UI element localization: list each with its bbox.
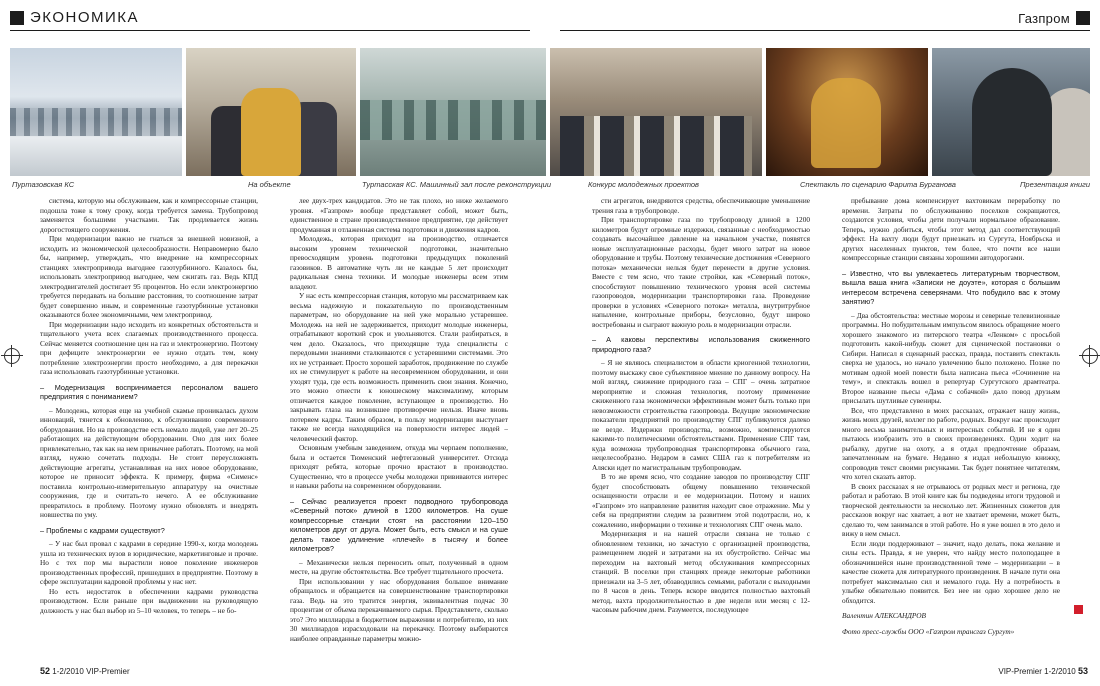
photo-on-site [186, 48, 356, 176]
paragraph: – Я не являюсь специалистом в области криогенной технологии, поэтому выскажу свое субъективное мнение по данному вопросу. На мой взгляд, сжижение природного газа – СПГ – очень затратное мероприятие и сложная технология, поэтому применение сжиженного газа экономически эффективным может быть только при невозможности строительства газопровода. Ведущие экономические показатели предприятий по производству СПГ публикуются далеко не везде. Издержки производства, возможно, компенсируются какими-то политическими обстоятельствами. Применение СПГ там, куда возможна трубопроводная транспортировка обычного газа, нецелесообразно. Недаром в самих США газ к потребителям из Аляски идет по магистральным трубопроводам. [592, 358, 810, 472]
text-column-1 [40, 196, 258, 648]
paragraph: – Два обстоятельства: местные морозы и северные телевизионные программы. Но побудительным импульсом явилось обращение моего хорошего знакомого из питерского театра «Ленком» с просьбой подготовить какой-нибудь сюжет для сценической постановки о Сибири. Написал я сценарный рассказ, правда, поставить спектакль сверха не удалось, но начало увлечению было положено. Позже по мотивам одной моей повести была написана пьеса «Сочинение на тему», и спектакль вошел в репертуар Сургутского драмтеатра. Второе название пьесы «Дама с собачкой» дало повод друзьям присылать шутливые сувениры. [842, 310, 1060, 405]
paragraph: Модернизация и на нашей отрасли связана не только с обновлением техники, но зачастую с организацией производства, размещением людей и затратами на их обустройство. Сейчас мы переходим на вахтовый метод обслуживания компрессорных станций. В поселки при станциях прежде некоторые работники приезжали на 3–5 лет, обзаводились семьями, работали с выходными по 8 часов в день. Теперь вскоре вводится полностью вахтовый метод, вахта продолжительностью в две недели или месяц с 12-часовым рабочим днем. Разумеется, последующее [592, 529, 810, 614]
issue-number: 1-2/2010 [52, 667, 84, 676]
text-column-3 [592, 196, 810, 648]
paragraph: У нас есть компрессорная станция, которую мы рассматриваем как весьма надежную и показательную по производственным параметрам, но оборудование на ней уже морально устаревшее. Молодежь на ней не задерживается, приходит молодые инженеры, отрабатывают короткий срок и увольняются. Стали разбираться, в чем дело. Оказалось, что приходящие туда специалисты с передовыми знаниями сталкиваются с устаревшими системами. Это их не устраивает. Просто хорошей заработок, продвижение по службе их не стимулирует к работе на несовременном оборудовании, и они уходят туда, где есть возможность применить свои знания. Конечно, это можно отнести к юношескому максимализму, которым отличается каждое поколение, вступающее в производство. Но закрывать глаза на возникшее противоречие нельзя. Иначе вновь потеряем кадры. Таким образом, в пользу модернизации выступает также не всегда находящийся на поверхности интерес людей – человеческий фактор. [290, 291, 508, 443]
caption: На объекте [248, 180, 291, 189]
paragraph: В то же время ясно, что создание заводов по производству СПГ будет способствовать общему повышению технической оснащенности отрасли и ее модернизации. Потому и наших «Газпром» это направление развития находит свое отражение. Мы у себя на предприятии следим за развитием этой подотрасли, но, к сожалению, информации о технике и технологиях СПГ очень мало. [592, 472, 810, 529]
magazine-name: VIP-Premier [86, 667, 130, 676]
caption: Спектакль по сценарию Фарита Бурганова [800, 180, 956, 189]
paragraph: Молодежь, которая приходит на производство, отличается высоким уровнем технической подготовки, значительно превосходящим уровень подготовки предыдущих поколений газовиков. В автоматике чуть ли не каждые 5 лет происходит радикальная смена техники. И молодые инженеры всем этим владеют. [290, 234, 508, 291]
paragraph: лее двух-трех кандидатов. Это не так плохо, но ниже желаемого уровня. «Газпром» вообще представляет собой, может быть, единственное в стране производственное предприятие, где действует продуманная и отлаженная система подготовки и движения кадров. [290, 196, 508, 234]
photo-captions [10, 180, 1090, 192]
caption: Презентация книги [1020, 180, 1090, 189]
paragraph: При модернизации важно не гнаться за внешней новизной, а исходить из экономической целесообразности. Неправомерно было бы, например, утверждать, что внедрение на компрессорных станциях электропривода выгоднее газотурбинного. Казалось бы, использовать электропривод выгоднее, чем сжигать газ. Ведь КПД электродвигателей достигает 95 процентов. Но если электроэнергию требуется передавать на большие расстояния, то соотношение затрат будет совершенно иным, и современные газотурбинные установки оказываются более экономичными, чем электропривод. [40, 234, 258, 319]
footer-left [40, 666, 130, 678]
photo-strip [10, 48, 1090, 176]
paragraph: При транспортировке газа по трубопроводу длиной в 1200 километров будут огромные издержки, связанные с необходимостью создавать высочайшее давление на начальном участке, появятся новые эксплуатационные расходы, будет много затрат на новое оборудование и трубы. Поэтому технические достижения «Северного потока» механически нельзя будет перенести в другие условия. Вместе с тем ясно, что такие стройки, как «Северный поток», способствуют повышению технического уровня всей системы газопроводов, модернизации транспортировки газа. Проведение проверки в условиях «Северного потока» металла, внутритрубное напыление, контрольные приборы, безусловно, будут широко востребованы и сыграют важную роль в модернизации отрасли. [592, 215, 810, 329]
caption: Пуртазовская КС [12, 180, 75, 189]
section-title: ЭКОНОМИКА [30, 9, 140, 26]
registration-mark-icon [4, 348, 20, 364]
paragraph: Все, что представлено в моих рассказах, отражает нашу жизнь, жизнь моих друзей, коллег по работе, родных. Вокруг нас происходит много весьма занимательных и интересных событий. И не я один пытаюсь изобразить это в своих произведениях. Один ходит на рыбалку, другие на охоту, а я отдал предпочтение образам, запечатленным на бумаге. Недавно я издал небольшую книжку, сопроводив текст своими рисунками. Так будет понятнее читателям, что хотел сказать автор. [842, 405, 1060, 481]
paragraph: – Механически нельзя переносить опыт, полученный в одном месте, на другие обстоятельства. Все требует тщательного просчета. [290, 557, 508, 576]
paragraph: сти агрегатов, внедряются средства, обеспечивающие уменьшение трения газа в трубопроводе. [592, 196, 810, 215]
text-column-4 [842, 196, 1060, 648]
caption: Туртасская КС. Машинный зал после реконструкции [362, 180, 552, 189]
end-of-article-marker [1074, 605, 1083, 614]
paragraph: – Молодежь, которая еще на учебной скамье проникалась духом инноваций, тянется к обновлению, к обслуживанию современного оборудования. Но на производстве есть немало людей, уже лет 20–25 работающих на действующем оборудовании. Оно для них более привлекательно, так как на нем привычнее работать. Поэтому, на мой взгляд, нужно сочетать подходы. Не стоит переусложнять действующие агрегаты, устанавливая на них новое оборудование, которое не приносит эффекта. К примеру, фирма «Сименс» поставила контрольно-измерительную аппаратуру на очистные сооружения, где и считать-то нечего. А ее обслуживание превратилось в проблему. Поэтому нужно обновлять и внедрять новшества по уму. [40, 405, 258, 519]
registration-mark-icon [1082, 348, 1098, 364]
article-body [0, 196, 1100, 648]
paragraph: Но есть недостаток в обеспечении кадрами руководства производством. Если раньше при выдвижении на руководящую должность у нас был выбор из 5–10 человек, то теперь – не бо- [40, 586, 258, 615]
byline: Фото пресс-службы ООО «Газпром трансгаз Сургут» [842, 626, 1015, 636]
paragraph: При модернизации надо исходить из конкретных обстоятельств и тщательного учета всех слагаемых производственного процесса. Сейчас меняется соотношение цен на газ и электроэнергию. Поэтому при дефиците электроэнергии ее нужно отдать тем, кому потребление электроэнергии просто необходимо, а для перекачки газа использовать газотурбинные установки. [40, 319, 258, 376]
photo-theatre-performance [766, 48, 928, 176]
photo-compressor-station [10, 48, 182, 176]
magazine-name: VIP-Premier [998, 667, 1042, 676]
section-header-right [560, 8, 1090, 31]
page-number: 52 [40, 666, 51, 676]
paragraph: При использовании у нас оборудования большое внимание обращалось и обращается на совершенствование транспортировки газа. Ведь на это тратится энергия, эквивалентная подчас 30 процентам от объема перекачиваемого сырья. Представляете, сколько это? Это миллиарды в бюджетном выражении и потребителю, из них 30 миллиардов израсходовали на перекачку. Поэтому выбираются наиболее оправданные параметры можно- [290, 576, 508, 643]
header-block-mark [1076, 11, 1090, 25]
byline: Валентин АЛЕКСАНДРОВ [842, 611, 926, 620]
interview-question: – А каковы перспективы использования сжиженного природного газа? [592, 335, 810, 354]
interview-question: – Модернизация воспринимается персоналом вашего предприятия с пониманием? [40, 382, 258, 401]
paragraph: В своих рассказах я не отрываюсь от родных мест и региона, где работал и работаю. В этой книге как бы подведены итоги трудовой и творческой деятельности за несколько лет. Жизненных сюжетов для рассказов вокруг нас хватает, а вот не хватает времени, может быть, сделаю то, чем занимался в этой работе. Но я уже вошел в это дело и вижу в нем смысл. [842, 481, 1060, 538]
footer-right [998, 666, 1088, 678]
page-number: 53 [1077, 666, 1088, 676]
caption: Конкурс молодежных проектов [588, 180, 699, 189]
paragraph: Если люди поддерживают – значит, надо делать, пока желание и силы есть. Правда, я не уверен, что найду место полоподащее в обозначившейся ныне производственной теме – модернизации – в качестве сюжета для литературного произведения. В начале пути она потребует максимально сил и немалого года. Ну а потребность в улыбке обязательно появится. Без нее ни одно хорошее дело не обходится. [842, 538, 1060, 605]
section-header-left [10, 8, 530, 31]
photo-youth-contest [550, 48, 762, 176]
paragraph: пребывание дома компенсирует вахтовикам переработку по времени. Затраты по обслуживанию поселков сокращаются, создаются условия, чтобы дети получали нормальное образование. Теперь, нужно добиться, чтобы этот метод дал соответствующий эффект. На вахту люди будут приезжать из Сургута, Ноябрьска и других населенных пунктов, тем более, что почти все наши компрессорные станции связаны хорошими автодорогами. [842, 196, 1060, 262]
text-column-2 [290, 196, 508, 648]
interview-question: – Проблемы с кадрами существуют? [40, 525, 165, 535]
paragraph: система, которую мы обслуживаем, как и компрессорные станции, подошла тоже к тому сроку, когда требуется замена. Трубопровод заменяется большими участками. Так продлевается жизнь дорогостоящего сооружения. [40, 196, 258, 234]
photo-machine-hall [360, 48, 546, 176]
interview-question: – Известно, что вы увлекаетесь литературным творчеством, вышла ваша книга «Записки не доуэте», которая с большим интересом встречена северянами. Что побудило вас к этому занятию? [842, 268, 1060, 306]
company-title: Газпром [1018, 11, 1070, 26]
paragraph: Основным учебным заведением, откуда мы черпаем пополнение, была и остается Тюменский нефтегазовый университет. Отсюда приходят ребята, которые прочно врастают в производство. Существенно, что в процессе учебы молодежи прививаются интерес и навыки работы на современном оборудовании. [290, 443, 508, 490]
photo-book-presentation [932, 48, 1090, 176]
interview-question: – Сейчас реализуется проект подводного трубопровода «Северный поток» длиной в 1200 километров. На суше компрессорные станции стоят на расстоянии 120–150 километров друг от друга. Может быть, есть смысл и на суше делать такое удлинение «плечей» в тысячу и более километров? [290, 496, 508, 553]
paragraph: – У нас был провал с кадрами в середине 1990-х, когда молодежь ушла из технических вузов в юридические, маркетинговые и прочие. Но с тех пор мы вырастили новое поколение инженеров производственных профессий, пришедших в предприятие. Поэтому в сфере эксплуатации кадровой проблемы у нас нет. [40, 539, 258, 586]
issue-number: 1-2/2010 [1044, 667, 1076, 676]
header-block-mark [10, 11, 24, 25]
